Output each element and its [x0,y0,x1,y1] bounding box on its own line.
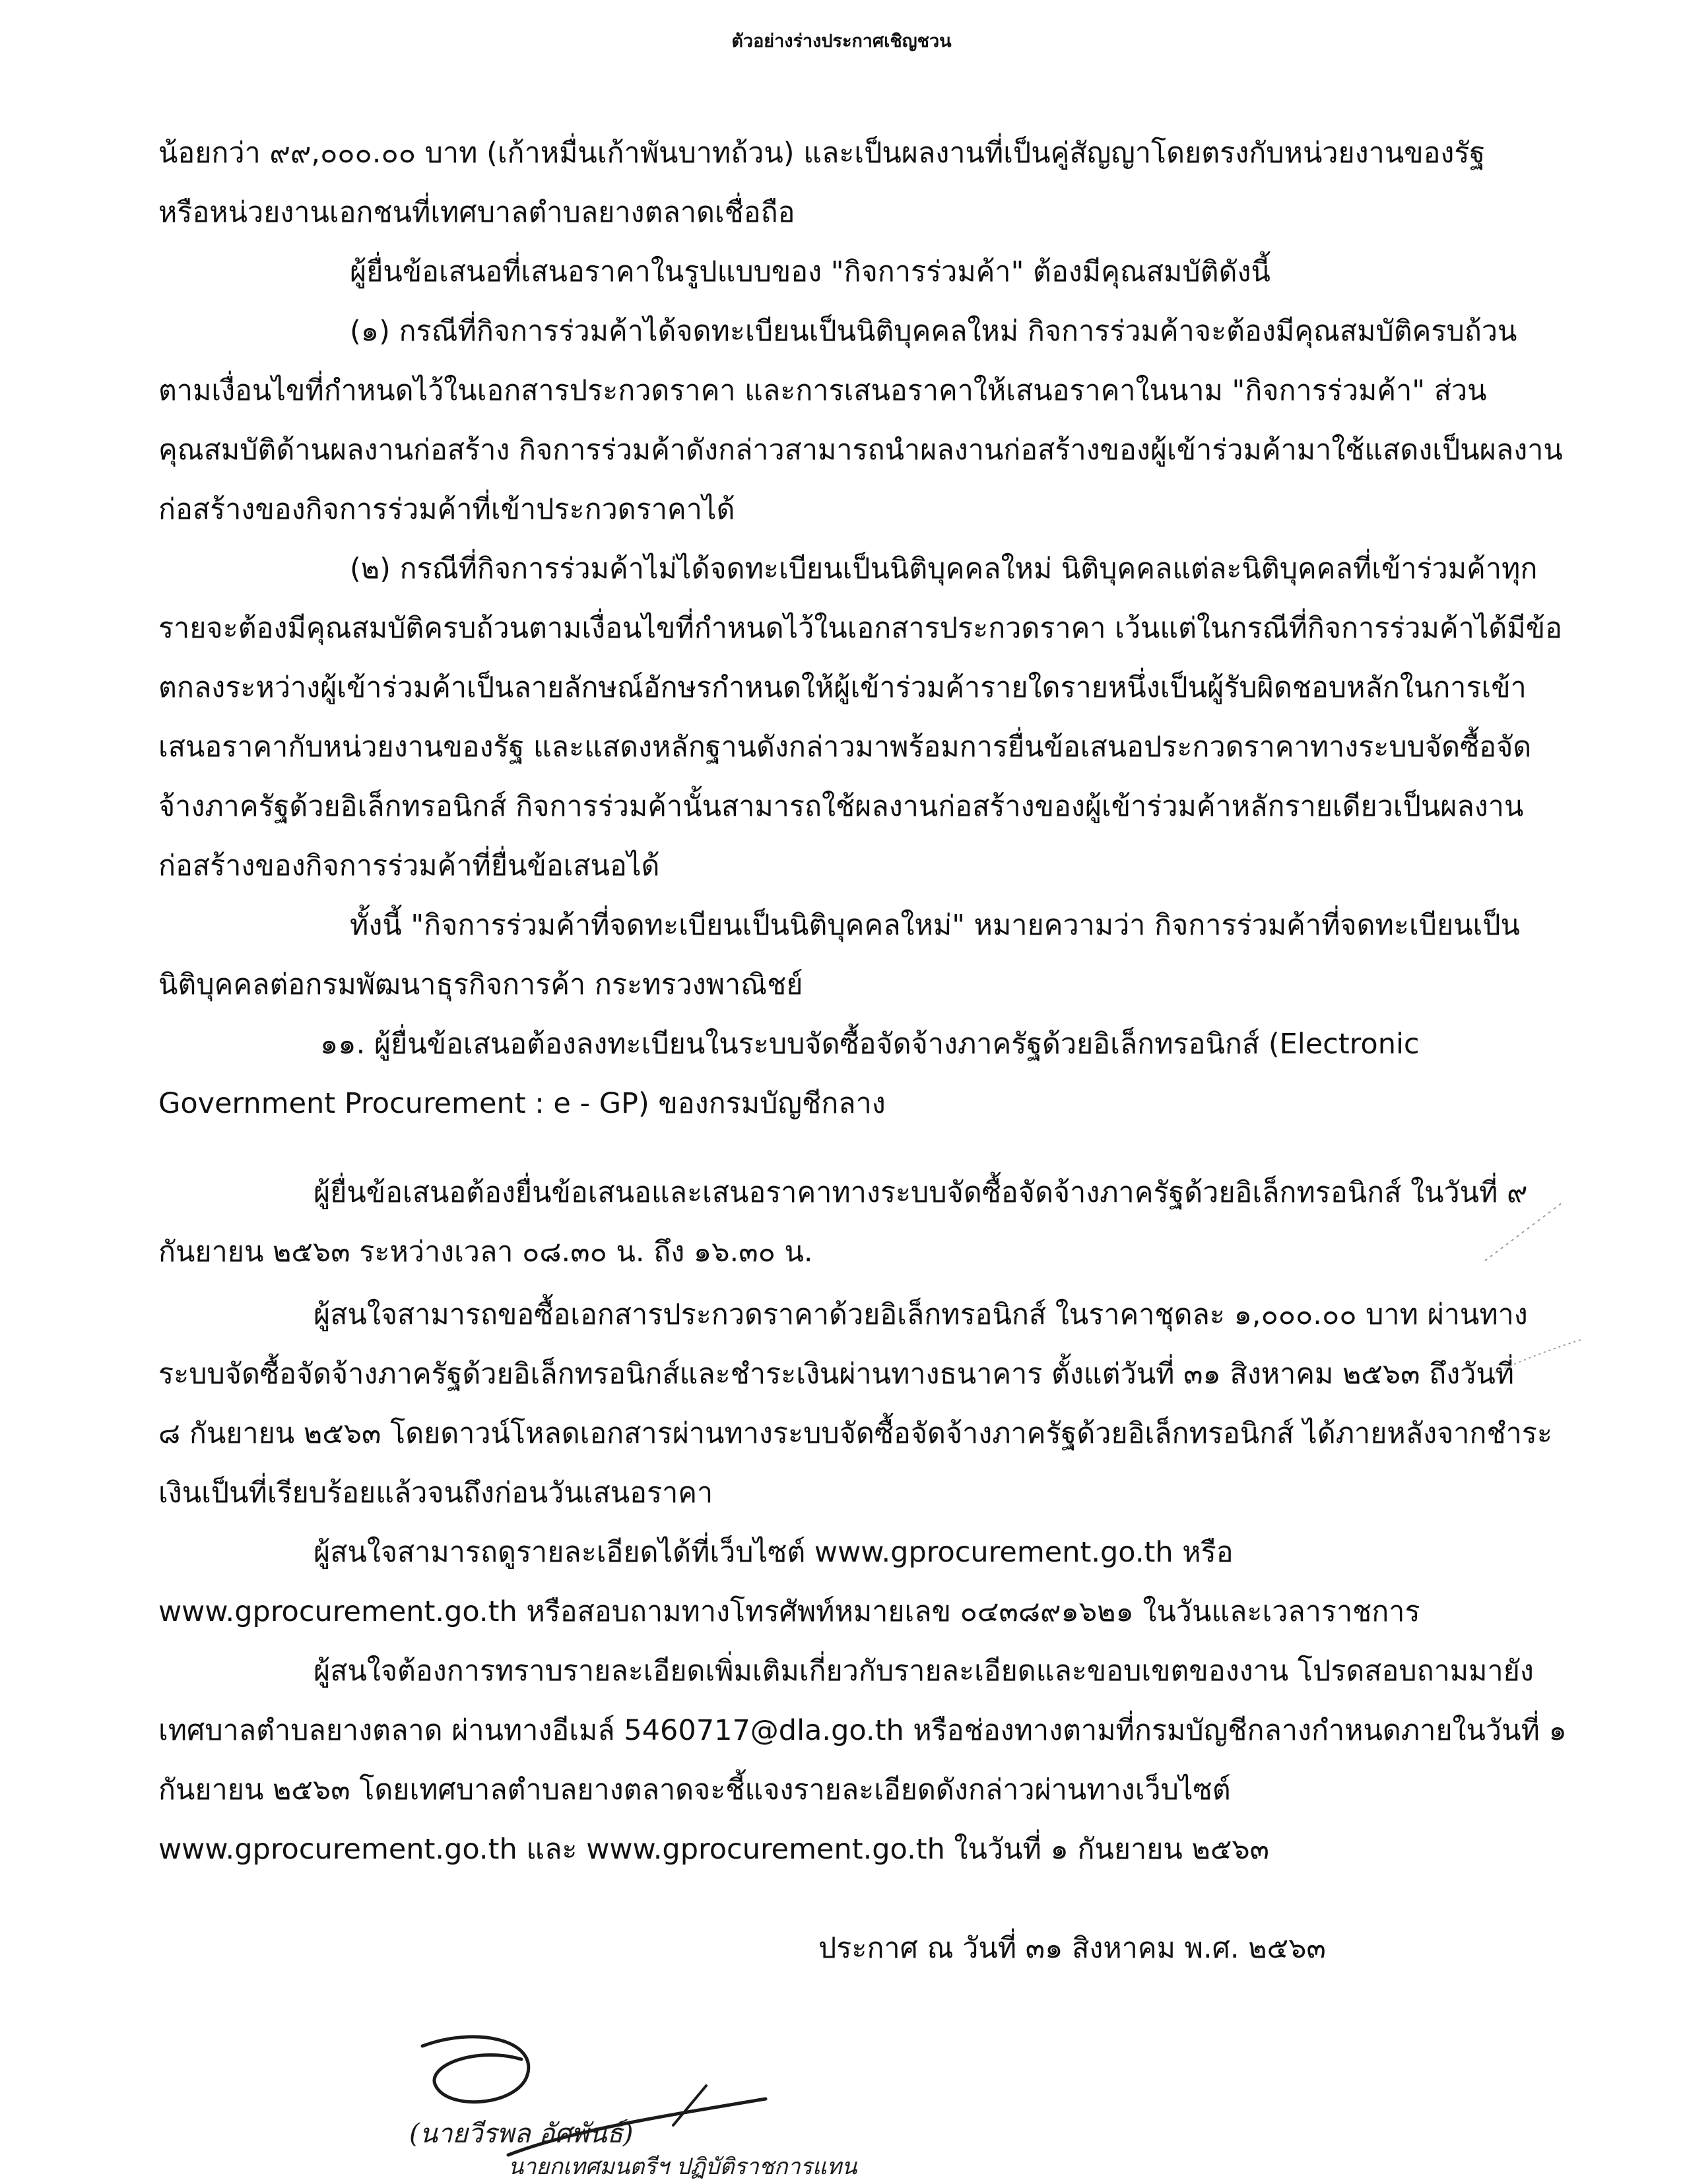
body-line-13: ก่อสร้างของกิจการร่วมค้าที่ยื่นข้อเสนอได้ [158,849,660,882]
body-line-16: ๑๑. ผู้ยื่นข้อเสนอต้องลงทะเบียนในระบบจัดซื้อจัดจ้างภาครัฐด้วยอิเล็กทรอนิกส์ (Electronic [320,1028,1420,1061]
signature-block [396,2033,858,2178]
body-line-14: ทั้งนี้ "กิจการร่วมค้าที่จดทะเบียนเป็นนิติบุคคลใหม่" หมายความว่า กิจการร่วมค้าที่จดทะเบียนเป็น [350,909,1520,942]
body-line-24: ผู้สนใจสามารถดูรายละเอียดได้ที่เว็บไซต์ www.gprocurement.go.th หรือ [314,1536,1234,1569]
body-line-19: กันยายน ๒๕๖๓ ระหว่างเวลา ๐๘.๓๐ น. ถึง ๑๖.๓๐ น. [158,1236,813,1269]
document-header: ตัวอย่างร่างประกาศเชิญชวน [731,31,952,51]
body-line-10: ตกลงระหว่างผู้เข้าร่วมค้าเป็นลายลักษณ์อักษรกำหนดให้ผู้เข้าร่วมค้ารายใดรายหนึ่งเป็นผู้รับผิดชอบหลักในการเข้า [158,671,1527,704]
body-line-18: ผู้ยื่นข้อเสนอต้องยื่นข้อเสนอและเสนอราคาทางระบบจัดซื้อจัดจ้างภาครัฐด้วยอิเล็กทรอนิกส์ ในวันที่ ๙ [314,1176,1528,1209]
body-line-4: (๑) กรณีที่กิจการร่วมค้าได้จดทะเบียนเป็นนิติบุคคลใหม่ กิจการร่วมค้าจะต้องมีคุณสมบัติครบถ้วน [350,315,1517,348]
signer-title: นายกเทศมนตรีฯ ปฏิบัติราชการแทน [508,2154,857,2180]
body-line-21: ระบบจัดซื้อจัดจ้างภาครัฐด้วยอิเล็กทรอนิกส์และชำระเงินผ่านทางธนาคาร ตั้งแต่วันที่ ๓๑ สิงหาคม ๒๕๖๓ ถึงวันที่ [158,1358,1515,1391]
body-line-12: จ้างภาครัฐด้วยอิเล็กทรอนิกส์ กิจการร่วมค้านั้นสามารถใช้ผลงานก่อสร้างของผู้เข้าร่วมค้าหลักรายเดียวเป็นผลงาน [158,790,1524,823]
body-line-6: คุณสมบัติด้านผลงานก่อสร้าง กิจการร่วมค้าดังกล่าวสามารถนำผลงานก่อสร้างของผู้เข้าร่วมค้ามาใช้แสดงเป็นผลงาน [158,434,1563,467]
body-line-20: ผู้สนใจสามารถขอซื้อเอกสารประกวดราคาด้วยอิเล็กทรอนิกส์ ในราคาชุดละ ๑,๐๐๐.๐๐ บาท ผ่านทาง [314,1298,1528,1331]
body-line-22: ๘ กันยายน ๒๕๖๓ โดยดาวน์โหลดเอกสารผ่านทางระบบจัดซื้อจัดจ้างภาครัฐด้วยอิเล็กทรอนิกส์ ได้ภายหลังจากชำระ [158,1417,1552,1450]
signer-name: (นายวีรพล อัศพันธ์) [409,2119,634,2149]
body-line-28: กันยายน ๒๕๖๓ โดยเทศบาลตำบลยางตลาดจะชี้แจงรายละเอียดดังกล่าวผ่านทางเว็บไซต์ [158,1773,1231,1806]
body-line-17: Government Procurement : e - GP) ของกรมบัญชีกลาง [158,1087,886,1120]
body-line-27: เทศบาลตำบลยางตลาด ผ่านทางอีเมล์ 5460717@dla.go.th หรือช่องทางตามที่กรมบัญชีกลางกำหนดภายในวันที่ ๑ [158,1714,1567,1747]
body-line-23: เงินเป็นที่เรียบร้อยแล้วจนถึงก่อนวันเสนอราคา [158,1476,713,1509]
body-line-29: www.gprocurement.go.th และ www.gprocurement.go.th ในวันที่ ๑ กันยายน ๒๕๖๓ [158,1833,1270,1866]
scan-mark-2 [1492,1333,1584,1379]
body-line-3: ผู้ยื่นข้อเสนอที่เสนอราคาในรูปแบบของ "กิจการร่วมค้า" ต้องมีคุณสมบัติดังนี้ [350,255,1270,288]
body-line-8: (๒) กรณีที่กิจการร่วมค้าไม่ได้จดทะเบียนเป็นนิติบุคคลใหม่ นิติบุคคลแต่ละนิติบุคคลที่เข้าร่วมค้าทุก [350,552,1538,585]
scan-mark-1 [1478,1188,1571,1267]
announcement-date: ประกาศ ณ วันที่ ๓๑ สิงหาคม พ.ศ. ๒๕๖๓ [818,1932,1326,1965]
body-line-25: www.gprocurement.go.th หรือสอบถามทางโทรศัพท์หมายเลข ๐๔๓๘๙๑๖๒๑ ในวันและเวลาราชการ [158,1595,1420,1628]
body-line-11: เสนอราคากับหน่วยงานของรัฐ และแสดงหลักฐานดังกล่าวมาพร้อมการยื่นข้อเสนอประกวดราคาทางระบบจัดซื้อจัด [158,731,1532,764]
body-line-2: หรือหน่วยงานเอกชนที่เทศบาลตำบลยางตลาดเชื่อถือ [158,196,795,229]
body-line-5: ตามเงื่อนไขที่กำหนดไว้ในเอกสารประกวดราคา และการเสนอราคาให้เสนอราคาในนาม "กิจการร่วมค้า" ส่วน [158,374,1487,407]
body-line-26: ผู้สนใจต้องการทราบรายละเอียดเพิ่มเติมเกี่ยวกับรายละเอียดและขอบเขตของงาน โปรดสอบถามมายัง [314,1655,1534,1688]
body-line-15: นิติบุคคลต่อกรมพัฒนาธุรกิจการค้า กระทรวงพาณิชย์ [158,968,803,1001]
body-line-1: น้อยกว่า ๙๙,๐๐๐.๐๐ บาท (เก้าหมื่นเก้าพันบาทถ้วน) และเป็นผลงานที่เป็นคู่สัญญาโดยตรงกับหน่วยงานของรัฐ [158,137,1486,170]
body-line-9: รายจะต้องมีคุณสมบัติครบถ้วนตามเงื่อนไขที่กำหนดไว้ในเอกสารประกวดราคา เว้นแต่ในกรณีที่กิจการร่วมค้าได้มีข้อ [158,612,1562,645]
body-line-7: ก่อสร้างของกิจการร่วมค้าที่เข้าประกวดราคาได้ [158,493,735,526]
